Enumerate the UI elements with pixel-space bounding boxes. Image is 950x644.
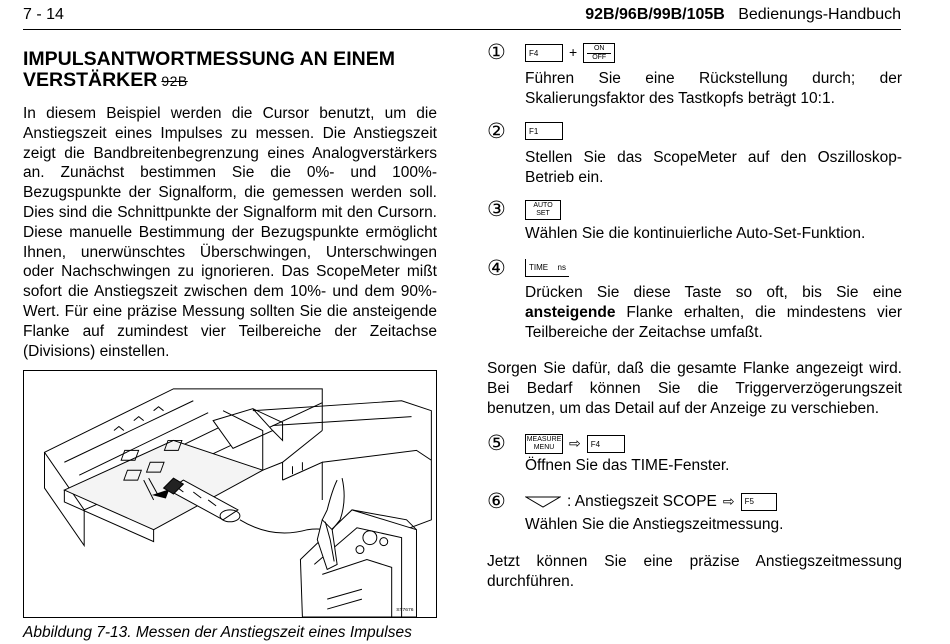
- model-list: 92B/96B/99B/105B: [585, 6, 725, 23]
- f4-key: F4: [587, 435, 625, 453]
- figure-illustration: [23, 370, 437, 618]
- step-keys: [525, 259, 569, 277]
- step-text: Stellen Sie das ScopeMeter auf den Oszilloskop-Betrieb ein.: [525, 149, 902, 186]
- step-text: Wählen Sie die Anstiegszeitmessung.: [525, 516, 784, 533]
- softkey-icon: [525, 496, 561, 508]
- step-keys: [525, 434, 625, 454]
- f1-key: F1: [525, 122, 563, 140]
- step-text: Wählen Sie die kontinuierliche Auto-Set-Funktion.: [525, 225, 866, 242]
- step-keys: [525, 43, 615, 63]
- f4-key: F4: [525, 44, 563, 62]
- page-number: 7 - 14: [23, 6, 64, 23]
- time-ns-key: TIME ns: [525, 259, 569, 277]
- manual-title: Bedienungs-Handbuch: [738, 6, 901, 23]
- step-text: Drücken Sie diese Taste so oft, bis Sie eine ansteigende Flanke erhalten, die mindestens vier Teilbereiche der Zeitachse umfaßt.: [525, 284, 902, 341]
- running-header: [585, 6, 901, 24]
- step-keys: [525, 492, 777, 512]
- step-keys: [525, 200, 561, 220]
- intro-paragraph: In diesem Beispiel werden die Cursor benutzt, um die Anstiegszeit eines Impulses zu messen. Die Anstiegszeit zeigt die Bandbreitenbegrenzung eines Analogverstärkers an. Zunächst bestimmen Sie die 0%- und 100%-Bezugspunkte der Signalform, die gemessen werden soll. Dies sind die Schnittpunkte der Signalform mit den Cursorn. Diese manuelle Bestimmung der Bezugspunkte ermöglicht Ihnen, unerwünschtes Überschwingen, Unterschwingen oder Nachschwingen zu ignorieren. Das ScopeMeter mißt sofort die Anstiegszeit zwischen dem 10%- und dem 90%-Wert. Für eine präzise Messung sollten Sie die ansteigende Flanke auf zumindest vier Teilbereiche der Zeitachse (Divisions) einstellen.: [23, 105, 437, 360]
- step-number: ①: [487, 41, 506, 64]
- plus-sign: +: [569, 44, 578, 61]
- arrow-right-icon: ⇨: [569, 435, 581, 452]
- step-number: ④: [487, 257, 506, 280]
- step-number: ③: [487, 198, 506, 221]
- step-text: Öffnen Sie das TIME-Fenster.: [525, 457, 730, 474]
- title-line-1: IMPULSANTWORTMESSUNG AN EINEM: [23, 48, 395, 70]
- section-title: [23, 49, 443, 92]
- step-number: ⑥: [487, 490, 506, 513]
- f5-key: F5: [741, 493, 777, 511]
- step-text: Führen Sie eine Rückstellung durch; der Skalierungsfaktor des Tastkopfs beträgt 10:1.: [525, 70, 902, 107]
- end-paragraph: Jetzt können Sie eine präzise Anstiegszeitmessung durchführen.: [487, 553, 902, 590]
- emphasis-ansteigende: ansteigende: [525, 303, 616, 321]
- title-line-2: VERSTÄRKER: [23, 69, 158, 91]
- middle-paragraph: Sorgen Sie dafür, daß die gesamte Flanke angezeigt wird. Bei Bedarf können Sie die Triggerverzögerungszeit benutzen, um das Detail auf der Anzeige zu verschieben.: [487, 360, 902, 417]
- on-off-key: ON OFF: [583, 43, 615, 63]
- step-number: ②: [487, 120, 506, 143]
- step-number: ⑤: [487, 432, 506, 455]
- arrow-right-icon: ⇨: [722, 493, 735, 509]
- figure-caption: Abbildung 7-13. Messen der Anstiegszeit eines Impulses: [23, 624, 412, 641]
- auto-set-key: AUTO SET: [525, 200, 561, 220]
- header-rule: [23, 29, 901, 30]
- softkey-label: : Anstiegszeit SCOPE: [567, 493, 717, 510]
- model-badge: 92B: [161, 73, 188, 89]
- scopemeter-drawing: [300, 478, 416, 617]
- step-keys: [525, 122, 563, 140]
- measure-menu-key: MEASURE MENU: [525, 434, 563, 454]
- figure-code: ST7676: [396, 608, 414, 614]
